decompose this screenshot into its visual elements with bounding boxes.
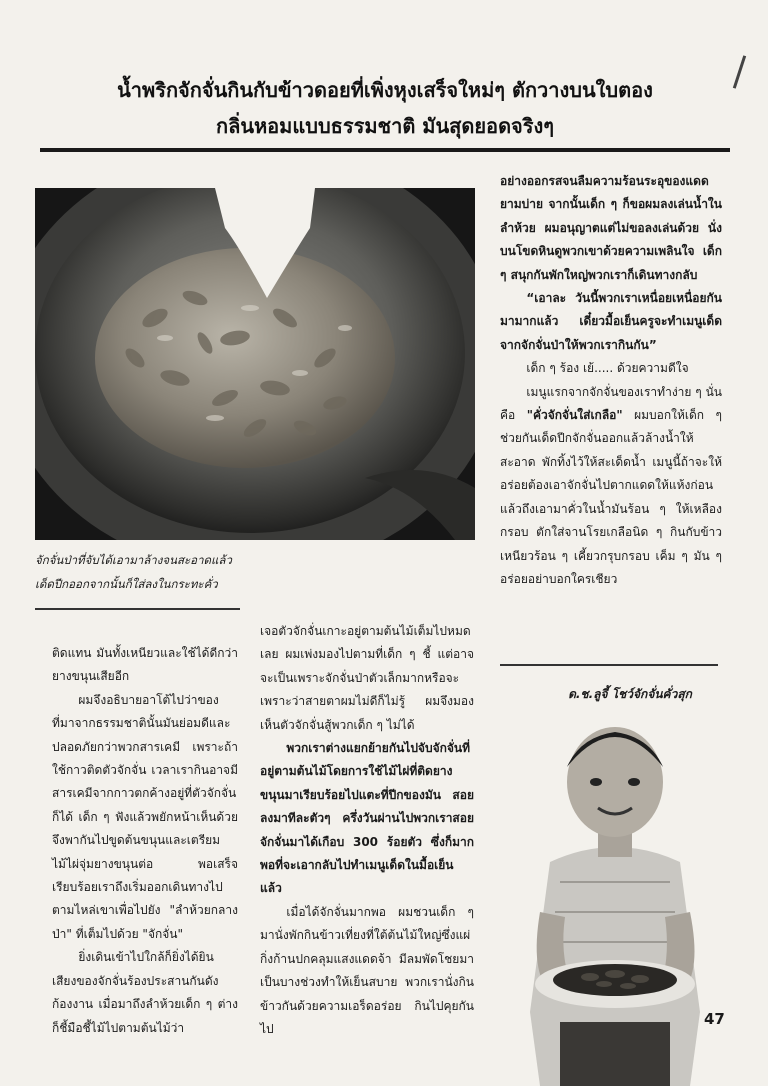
right-divider (500, 664, 718, 666)
title-line-2: กลิ่นหอมแบบธรรมชาติ มันสุดยอดจริงๆ (215, 114, 555, 138)
right-paragraph-4-post: ผมบอกให้เด็ก ๆ ช่วยกันเด็ดปีกจักจั่นออกแล้วล้างน้ำให้สะอาด พักทิ้งไว้ให้สะเด็ดน้ำ เมนูนี้ถ้าจะให้อร่อยต้องเอาจักจั่นไปตากแดดให้แห้งก่อนแล้วถึงเอามาคั่วในน้ำมันร้อน ๆ ให้เหลืองกรอบ ตักใส่จานโรยเกลือนิด ๆ กินกับข้าวเหนียวร้อน ๆ เคี้ยวกรุบกรอบ เค็ม ๆ มัน ๆ อร่อยอย่าบอกใครเชียว (500, 408, 722, 586)
middle-column (260, 620, 474, 1041)
decorative-slash (733, 55, 746, 88)
title-line-1: น้ำพริกจักจั่นกินกับข้าวดอยที่เพิ่งหุงเสร็จใหม่ๆ ตักวางบนใบตอง (117, 78, 653, 102)
right-column (500, 170, 722, 591)
left-column (52, 642, 238, 1040)
photo-caption-line-2: เด็ดปีกออกจากนั้นก็ใส่ลงในกระทะคั่ว (35, 577, 218, 591)
right-paragraph-4 (500, 381, 722, 592)
right-paragraph-3: เด็ก ๆ ร้อง เย้..... ด้วยความดีใจ (526, 361, 689, 376)
boy-photo (520, 712, 710, 1086)
right-paragraph-2: “เอาละ วันนี้พวกเราเหนื่อยเหนื่อยกันมามากแล้ว เดี๋ยวมื้อเย็นครูจะทำเมนูเด็ดจากจักจั่นป่าให้พวกเรากินกัน” (500, 291, 722, 352)
article-title (60, 72, 710, 144)
left-paragraph-2: ผมจึงอธิบายอาโต้ไปว่าของที่มาจากธรรมชาตินั้นมันย่อมดีและปลอดภัยกว่าพวกสารเคมี เพราะถ้าใช้กาวติดตัวจักจั่น เวลาเรากินอาจมีสารเคมีจากกาวตกค้างอยู่ที่ตัวจักจั่นก็ได้ เด็ก ๆ ฟังแล้วพยักหน้าเห็นด้วยจึงพากันไปขูดต้นขนุนและเตรียมไม้ไผ่จุ่มยางขนุนต่อ พอเสร็จเรียบร้อยเราถึงเริ่มออกเดินทางไปตามไหล่เขาเพื่อไปยัง "ลำห้วยกลางป่า" ที่เต็มไปด้วย "จักจั่น" (52, 692, 238, 941)
page-number: 47 (704, 1010, 725, 1028)
left-paragraph-3: ยิ่งเดินเข้าไปใกล้ก็ยิ่งได้ยินเสียงของจักจั่นร้องประสานกันดังก้องงาน เมื่อมาถึงลำห้วยเด็ก ๆ ต่างก็ชี้มือชี้ไม้ไปตามต้นไม้ว่า (52, 950, 238, 1035)
caption-divider (35, 608, 240, 610)
right-paragraph-4-pre: เมนูแรกจากจักจั่นของเราทำง่าย ๆ นั่นคือ (500, 384, 722, 423)
right-paragraph-1: อย่างออกรสจนลืมความร้อนระอุของแดดยามบ่าย จากนั้นเด็ก ๆ ก็ขอผมลงเล่นน้ำในลำห้วย ผมอนุญาตแต่ไม่ขอลงเล่นด้วย นั่งบนโขดหินดูพวกเขาด้วยความเพลินใจ เด็ก ๆ สนุกกันพักใหญ่พวกเราก็เดินทางกลับ (500, 174, 722, 282)
middle-paragraph-2: พวกเราต่างแยกย้ายกันไปจับจักจั่นที่อยู่ตามต้นไม้โดยการใช้ไม้ไผ่ที่ติดยางขนุนมาเรียบร้อยไปแตะที่ปีกของมัน สอยลงมาทีละตัวๆ ครึ่งวันผ่านไปพวกเราสอยจักจั่นมาได้เกือบ 300 ร้อยตัว ซึ่งก็มากพอที่จะเอากลับไปทำเมนูเด็ดในมื้อเย็นแล้ว (260, 741, 474, 896)
title-divider (40, 148, 730, 152)
menu-name: "คั่วจักจั่นใส่เกลือ" (526, 408, 623, 423)
middle-paragraph-3: เมื่อได้จักจั่นมากพอ ผมชวนเด็ก ๆ มานั่งพักกินข้าวเที่ยงที่ใต้ต้นไม้ใหญ่ซึ่งแผ่กิ่งก้านปกคลุมแสงแดดจ้า มีลมพัดโชยมาเป็นบางช่วงทำให้เย็นสบาย พวกเรานั่งกินข้าวกันด้วยความเอร็ดอร่อย กินไปคุยกันไป (260, 904, 474, 1036)
photo-caption (35, 548, 275, 596)
boy-photo-caption: ด.ช.ลูจี้ โชว์จักจั่นคั่วสุก (568, 687, 692, 701)
left-paragraph-1: ติดแทน มันทั้งเหนียวและใช้ได้ดีกว่ายางขนุนเสียอีก (52, 646, 238, 684)
middle-paragraph-1: เจอตัวจักจั่นเกาะอยู่ตามต้นไม้เต็มไปหมดเลย ผมเพ่งมองไปตามที่เด็ก ๆ ชี้ แต่อาจจะเป็นเพราะจักจั่นป่าตัวเล็กมากหรือจะเพราะว่าสายตาผมไม่ดีก็ไม่รู้ ผมจึงมองเห็นตัวจักจั่นสู้พวกเด็ก ๆ ไม่ได้ (260, 624, 474, 732)
cicada-pan-photo (35, 188, 475, 540)
photo-caption-line-1: จักจั่นป่าที่จับได้เอามาล้างจนสะอาดแล้ว (35, 553, 232, 567)
